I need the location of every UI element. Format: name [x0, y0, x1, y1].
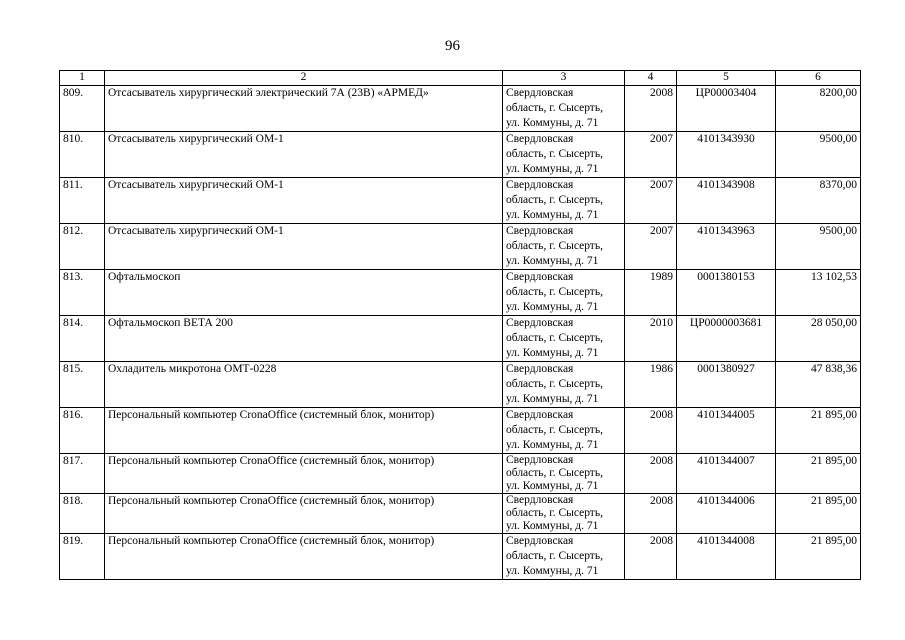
address-line: Свердловская [506, 133, 574, 145]
inventory-number-cell: 4101344008 [677, 534, 776, 580]
table-row [60, 224, 861, 270]
cost-cell: 21 895,00 [776, 534, 861, 580]
inventory-number-cell: 4101343930 [677, 132, 776, 178]
row-number-cell: 816. [60, 408, 105, 454]
row-number-cell: 810. [60, 132, 105, 178]
inventory-number-cell: ЦР0000003681 [677, 316, 776, 362]
year-cell: 2010 [625, 316, 677, 362]
year-cell: 2007 [625, 178, 677, 224]
address-line: область, г. Сысерть, [506, 240, 603, 252]
address-line: область, г. Сысерть, [506, 286, 603, 298]
table-row [60, 534, 861, 580]
item-name-cell: Охладитель микротона ОМТ-0228 [105, 362, 503, 408]
address-line: Свердловская [506, 225, 574, 237]
address-cell [503, 132, 625, 178]
cost-cell: 8200,00 [776, 86, 861, 132]
table-body [60, 86, 861, 580]
address-line: ул. Коммуны, д. 71 [506, 565, 599, 577]
column-header-3: 3 [503, 71, 625, 86]
column-number-row [60, 71, 861, 86]
row-number-cell: 814. [60, 316, 105, 362]
item-name-cell: Отсасыватель хирургический ОМ-1 [105, 132, 503, 178]
address-line: Свердловская [506, 271, 574, 283]
table-row [60, 178, 861, 224]
table-row [60, 408, 861, 454]
cost-cell: 21 895,00 [776, 454, 861, 494]
address-cell [503, 178, 625, 224]
address-cell [503, 86, 625, 132]
cost-cell: 13 102,53 [776, 270, 861, 316]
address-line: Свердловская [506, 494, 574, 506]
address-line: ул. Коммуны, д. 71 [506, 347, 599, 359]
year-cell: 1989 [625, 270, 677, 316]
item-name-cell: Офтальмоскоп [105, 270, 503, 316]
cost-cell: 9500,00 [776, 224, 861, 270]
column-header-2: 2 [105, 71, 503, 86]
address-line: Свердловская [506, 87, 574, 99]
year-cell: 2008 [625, 494, 677, 534]
address-line: ул. Коммуны, д. 71 [506, 439, 599, 451]
address-line: ул. Коммуны, д. 71 [506, 209, 599, 221]
year-cell: 2007 [625, 132, 677, 178]
address-line: ул. Коммуны, д. 71 [506, 117, 599, 129]
page-number: 96 [445, 38, 460, 54]
address-line: область, г. Сысерть, [506, 550, 603, 562]
item-name-cell: Отсасыватель хирургический ОМ-1 [105, 178, 503, 224]
address-line: ул. Коммуны, д. 71 [506, 520, 599, 532]
row-number-cell: 813. [60, 270, 105, 316]
table-row [60, 86, 861, 132]
address-cell [503, 534, 625, 580]
row-number-cell: 809. [60, 86, 105, 132]
row-number-cell: 818. [60, 494, 105, 534]
table-row [60, 362, 861, 408]
row-number-cell: 819. [60, 534, 105, 580]
property-registry-table [59, 70, 861, 580]
address-line: область, г. Сысерть, [506, 467, 603, 479]
address-line: ул. Коммуны, д. 71 [506, 255, 599, 267]
year-cell: 2008 [625, 454, 677, 494]
address-cell [503, 494, 625, 534]
item-name-cell: Отсасыватель хирургический ОМ-1 [105, 224, 503, 270]
address-line: ул. Коммуны, д. 71 [506, 301, 599, 313]
cost-cell: 8370,00 [776, 178, 861, 224]
address-line: Свердловская [506, 179, 574, 191]
item-name-cell: Персональный компьютер CronaOffice (системный блок, монитор) [105, 534, 503, 580]
address-line: область, г. Сысерть, [506, 194, 603, 206]
cost-cell: 47 838,36 [776, 362, 861, 408]
address-line: область, г. Сысерть, [506, 378, 603, 390]
table-row [60, 132, 861, 178]
cost-cell: 21 895,00 [776, 408, 861, 454]
item-name-cell: Персональный компьютер CronaOffice (системный блок, монитор) [105, 408, 503, 454]
address-line: Свердловская [506, 409, 574, 421]
inventory-number-cell: 4101344006 [677, 494, 776, 534]
address-cell [503, 224, 625, 270]
inventory-number-cell: ЦР00003404 [677, 86, 776, 132]
inventory-number-cell: 4101344005 [677, 408, 776, 454]
address-cell [503, 362, 625, 408]
address-line: область, г. Сысерть, [506, 424, 603, 436]
inventory-number-cell: 0001380153 [677, 270, 776, 316]
item-name-cell: Отсасыватель хирургический электрический 7А (23В) «АРМЕД» [105, 86, 503, 132]
table-row [60, 454, 861, 494]
year-cell: 2007 [625, 224, 677, 270]
address-line: ул. Коммуны, д. 71 [506, 163, 599, 175]
address-cell [503, 270, 625, 316]
inventory-number-cell: 0001380927 [677, 362, 776, 408]
address-line: ул. Коммуны, д. 71 [506, 393, 599, 405]
row-number-cell: 817. [60, 454, 105, 494]
inventory-number-cell: 4101343963 [677, 224, 776, 270]
address-cell [503, 408, 625, 454]
item-name-cell: Офтальмоскоп ВЕТА 200 [105, 316, 503, 362]
address-line: Свердловская [506, 454, 574, 466]
column-header-1: 1 [60, 71, 105, 86]
address-line: область, г. Сысерть, [506, 148, 603, 160]
item-name-cell: Персональный компьютер CronaOffice (системный блок, монитор) [105, 454, 503, 494]
cost-cell: 28 050,00 [776, 316, 861, 362]
table-row [60, 316, 861, 362]
year-cell: 1986 [625, 362, 677, 408]
inventory-number-cell: 4101344007 [677, 454, 776, 494]
column-header-4: 4 [625, 71, 677, 86]
year-cell: 2008 [625, 408, 677, 454]
address-line: ул. Коммуны, д. 71 [506, 480, 599, 492]
item-name-cell: Персональный компьютер CronaOffice (системный блок, монитор) [105, 494, 503, 534]
address-line: область, г. Сысерть, [506, 507, 603, 519]
year-cell: 2008 [625, 86, 677, 132]
row-number-cell: 812. [60, 224, 105, 270]
row-number-cell: 815. [60, 362, 105, 408]
column-header-5: 5 [677, 71, 776, 86]
cost-cell: 9500,00 [776, 132, 861, 178]
address-line: область, г. Сысерть, [506, 102, 603, 114]
address-line: область, г. Сысерть, [506, 332, 603, 344]
table-row [60, 494, 861, 534]
address-line: Свердловская [506, 535, 574, 547]
address-cell [503, 316, 625, 362]
table-row [60, 270, 861, 316]
row-number-cell: 811. [60, 178, 105, 224]
year-cell: 2008 [625, 534, 677, 580]
cost-cell: 21 895,00 [776, 494, 861, 534]
inventory-number-cell: 4101343908 [677, 178, 776, 224]
column-header-6: 6 [776, 71, 861, 86]
address-line: Свердловская [506, 363, 574, 375]
address-line: Свердловская [506, 317, 574, 329]
address-cell [503, 454, 625, 494]
